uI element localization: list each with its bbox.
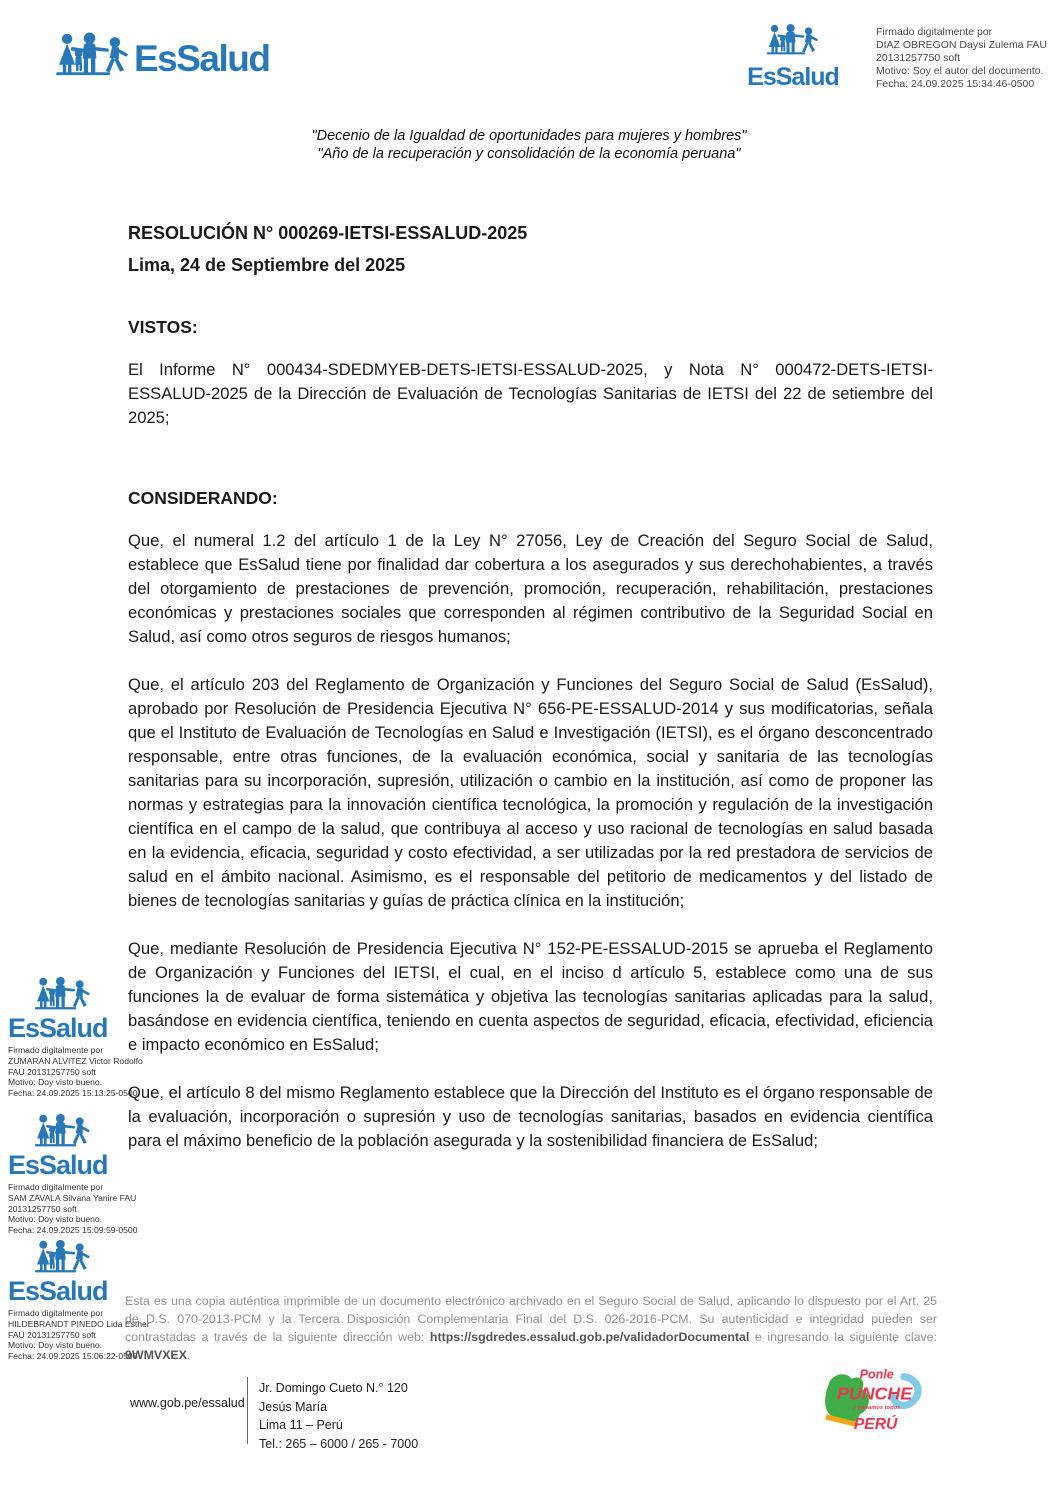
- stamp-line: SAM ZAVALA Silvana Yanire FAU: [8, 1192, 137, 1203]
- section-heading-considerando: CONSIDERANDO:: [128, 488, 278, 508]
- motto-line: "Año de la recuperación y consolidación de la economía peruana": [317, 146, 741, 162]
- address-line: Jesús María: [259, 1399, 328, 1414]
- address-line: Tel.: 265 – 6000 / 265 - 7000: [259, 1436, 419, 1451]
- signature-line: Firmado digitalmente por: [876, 26, 993, 38]
- essalud-family-icon: [55, 24, 131, 86]
- signature-text-block: [876, 22, 1047, 91]
- stamp-line: FAU 20131257750 soft: [8, 1066, 96, 1077]
- section-heading-vistos: VISTOS:: [128, 317, 198, 337]
- punche-text-slogan: y ganamos todos: [853, 1405, 901, 1412]
- website-url: www.gob.pe/essalud: [130, 1396, 245, 1410]
- digital-signature-header: [744, 22, 1047, 91]
- essalud-family-icon: [34, 1238, 92, 1276]
- essalud-family-icon: [34, 975, 92, 1013]
- considerando-paragraph: Que, el numeral 1.2 del artículo 1 de la Ley N° 27056, Ley de Creación del Seguro Social de Salud, establece que EsSalud tiene por finalidad dar cobertura a los asegurados y sus derechohabientes, a través del otorgamiento de prestaciones de prevención, promoción, recuperación, rehabilitación, prestaciones económicas y prestaciones sociales que corresponden al régimen contributivo de la Seguridad Social en Salud, así como otros seguros de riesgos humanos;: [128, 531, 933, 646]
- stamp-line: Motivo: Doy visto bueno.: [8, 1340, 103, 1351]
- essalud-family-icon: [34, 1112, 92, 1150]
- considerando-paragraph: Que, el artículo 8 del mismo Reglamento establece que la Dirección del Instituto es el órgano responsable de la evaluación, incorporación o supresión y uso de tecnologías sanitarias, basados en evidencia científica para el máximo beneficio de la población asegurada y la sostenibilidad financiera de EsSalud;: [128, 1083, 933, 1150]
- disclaimer-text: .: [186, 1348, 191, 1362]
- footer-divider: [247, 1377, 248, 1444]
- disclaimer-text: Esta es una copia auténtica imprimible de un documento electrónico archivado en el Seguro Social de Salud, aplicando lo dispuesto por el Art. 25 de D.S. 070-2013-PCM y la Tercera Disposición Complementaria Final del D.S. 026-2016-PCM. Su autenticidad e integridad pueden ser contrastadas a través de la siguiente dirección web:: [125, 1294, 937, 1344]
- vistos-paragraph: El Informe N° 000434-SDEDMYEB-DETS-IETSI-ESSALUD-2025, y Nota N° 000472-DETS-IETSI-ESSALUD-2025 de la Dirección de Evaluación de Tecnologías Sanitarias de IETSI del 22 de setiembre del 2025;: [128, 360, 933, 427]
- signature-line: DIAZ OBREGON Daysi Zulema FAU: [876, 39, 1047, 51]
- address-line: Jr. Domingo Cueto N.° 120: [259, 1381, 408, 1395]
- stamp-line: Firmado digitalmente por: [8, 1045, 104, 1055]
- stamp-line: ZUMARAN ALVITEZ Victor Rodolfo: [8, 1055, 143, 1066]
- essalud-logo: [55, 24, 270, 86]
- stamp-line: HILDEBRANDT PINEDO Lida Esther: [8, 1318, 150, 1329]
- essalud-wordmark: EsSalud: [8, 1013, 108, 1043]
- stamp-line: FAU 20131257750 soft: [8, 1329, 96, 1340]
- place-date-line: Lima, 24 de Septiembre del 2025: [128, 255, 406, 275]
- essalud-wordmark: EsSalud: [8, 1276, 108, 1306]
- verification-code: 9WMVXEX: [125, 1348, 187, 1362]
- signature-stamp: [8, 975, 143, 1099]
- ponle-punche-peru-logo: [818, 1362, 928, 1454]
- essalud-wordmark: EsSalud: [747, 63, 839, 91]
- signature-line: Motivo: Soy el autor del documento.: [876, 65, 1044, 77]
- signature-line: 20131257750 soft: [876, 52, 961, 64]
- signature-stamp: [8, 1238, 150, 1362]
- stamp-line: Fecha: 24.09.2025 15:09:59-0500: [8, 1225, 138, 1236]
- signature-stamp: [8, 1112, 140, 1236]
- validator-url: https://sgdredes.essalud.gob.pe/validadorDocumental: [429, 1330, 750, 1344]
- address-line: Lima 11 – Perú: [259, 1418, 343, 1432]
- stamp-line: 20131257750 soft: [8, 1203, 77, 1214]
- considerando-paragraph: Que, mediante Resolución de Presidencia Ejecutiva N° 152-PE-ESSALUD-2015 se aprueba el Reglamento de Organización y Funciones del IETSI, el cual, en el inciso d artículo 5, establece como una de sus funciones la de evaluar de forma sistemática y objetiva las tecnologías sanitarias aplicadas para la salud, basándose en evidencia científica, teniendo en cuenta aspectos de seguridad, eficacia, efectividad, eficiencia e impacto económico en EsSalud;: [128, 939, 933, 1054]
- disclaimer-text: e ingresando la siguiente clave:: [749, 1330, 937, 1344]
- considerando-paragraph: Que, el artículo 203 del Reglamento de Organización y Funciones del Seguro Social de Salud (EsSalud), aprobado por Resolución de Presidencia Ejecutiva N° 656-PE-ESSALUD-2014 y sus modificatorias, señala que el Instituto de Evaluación de Tecnologías en Salud e Investigación (IETSI), es el órgano desconcentrado responsable, entre otras funciones, de la evaluación económica, social y sanitaria de las tecnologías sanitarias para su incorporación, supresión, utilización o cambio en la institución, así como de proponer las normas y estrategias para la innovación científica tecnológica, la promoción y regulación de la investigación científica en el campo de la salud, que contribuya al acceso y uso racional de tecnologías en salud basada en la evidencia, eficacia, seguridad y costo efectividad, a ser utilizadas por la red prestadora de servicios de salud en el ámbito nacional. Asimismo, es el responsable del petitorio de medicamentos y del listado de bienes de tecnologías sanitarias y guías de práctica clínica en la institución;: [128, 675, 933, 910]
- stamp-text-block: [8, 1045, 143, 1099]
- stamp-line: Motivo: Doy visto bueno.: [8, 1077, 103, 1088]
- footer-address: [259, 1379, 418, 1453]
- essalud-wordmark: EsSalud: [8, 1150, 108, 1180]
- stamp-line: Fecha: 24.09.2025 15:06:22-0500: [8, 1351, 138, 1362]
- signature-line: Fecha: 24.09.2025 15:34:46-0500: [876, 78, 1035, 90]
- official-mottos: [0, 127, 1058, 163]
- punche-text-punche: PUNCHE: [837, 1383, 913, 1404]
- stamp-text-block: [8, 1182, 140, 1236]
- stamp-text-block: [8, 1308, 150, 1362]
- authenticity-disclaimer: [125, 1292, 937, 1364]
- essalud-wordmark: EsSalud: [134, 38, 270, 79]
- stamp-line: Motivo: Doy visto bueno.: [8, 1214, 103, 1225]
- stamp-line: Fecha: 24.09.2025 15:13:25-0500: [8, 1088, 138, 1099]
- punche-text-ponle: Ponle: [859, 1367, 894, 1382]
- stamp-line: Firmado digitalmente por: [8, 1308, 104, 1318]
- stamp-line: Firmado digitalmente por: [8, 1182, 104, 1192]
- essalud-family-icon: [766, 22, 820, 58]
- motto-line: "Decenio de la Igualdad de oportunidades para mujeres y hombres": [311, 128, 747, 144]
- document-body: [128, 220, 933, 1153]
- resolution-title: RESOLUCIÓN N° 000269-IETSI-ESSALUD-2025: [128, 223, 528, 243]
- punche-text-peru: PERÚ: [853, 1415, 898, 1433]
- essalud-logo-stacked: [744, 22, 842, 91]
